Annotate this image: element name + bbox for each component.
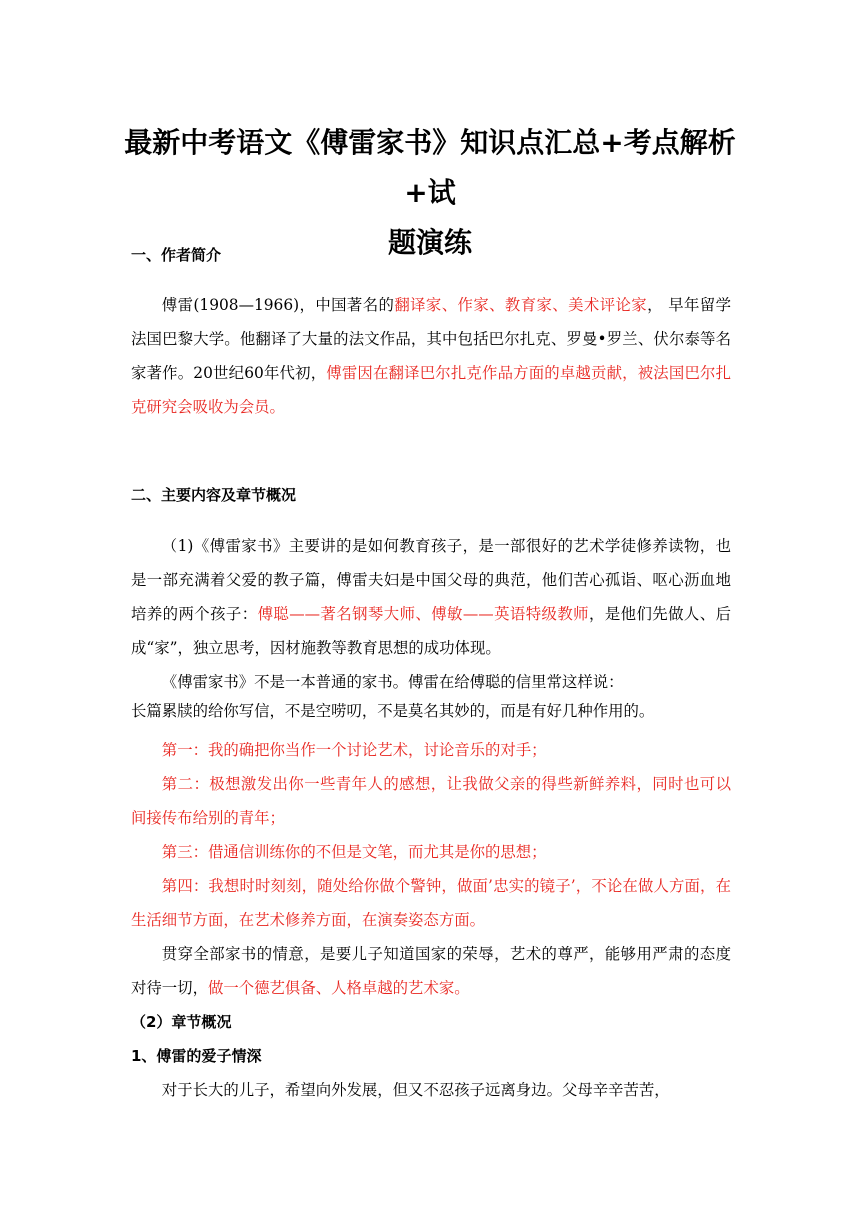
content-text-b: ，是他们先做人、后成“家”，独立思考，因材施教等教育思想的成功体现。 xyxy=(131,605,731,657)
author-intro-paragraph xyxy=(131,288,731,424)
content-text-a: （1)《傅雷家书》主要讲的是如何教育孩子，是一部很好的艺术学徒修养读物，也是一部充满着父爱的教子篇，傅雷夫妇是中国父母的典范，他们苦心孤诣、呕心沥血地培养的两个孩子： xyxy=(131,537,731,623)
title-line-1: 最新中考语文《傅雷家书》知识点汇总+考点解析+试 xyxy=(124,126,736,209)
section-heading-author: 一、作者简介 xyxy=(131,246,222,264)
content-p4-text: 贯穿全部家书的情意，是要儿子知道国家的荣辱，艺术的尊严，能够用严肃的态度对待一切， xyxy=(131,945,731,997)
section-heading-content: 二、主要内容及章节概况 xyxy=(131,486,297,504)
content-paragraph-3: 长篇累牍的给你写信，不是空唠叨，不是莫名其妙的，而是有好几种作用的。 xyxy=(131,702,655,720)
point-2: 第二：极想激发出你一些青年人的感想，让我做父亲的得些新鲜养料，同时也可以间接传布给别的青年； xyxy=(131,775,731,827)
children-highlight: 傅聪——著名钢琴大师、傅敏——英语特级教师 xyxy=(257,605,589,623)
subsection-heading-chapters: （2）章节概况 xyxy=(131,1013,232,1031)
author-intro-text-a: 傅雷(1908—1966)，中国著名的 xyxy=(161,296,395,314)
artist-goal-highlight: 做一个德艺俱备、人格卓越的艺术家。 xyxy=(207,979,470,997)
point-1: 第一：我的确把你当作一个讨论艺术，讨论音乐的对手； xyxy=(161,741,547,759)
author-award-highlight: 傅雷因在翻译巴尔扎克作品方面的卓越贡献，被法国巴尔扎克研究会吸收为会员。 xyxy=(131,364,731,416)
author-intro-text-b: ， 早年留学法国巴黎大学。他翻译了大量的法文作品，其中包括巴尔扎克、罗曼•罗兰、伏尔泰等名家著作。20世纪60年代初， xyxy=(131,296,731,382)
point-3: 第三：借通信训练你的不但是文笔，而尤其是你的思想； xyxy=(161,843,547,861)
author-roles-highlight: 翻译家、作家、教育家、美术评论家 xyxy=(394,296,648,314)
content-paragraph-1 xyxy=(131,529,731,665)
content-paragraph-5: 对于长大的儿子，希望向外发展，但又不忍孩子远离身边。父母辛辛苦苦， xyxy=(161,1081,670,1099)
point-4: 第四：我想时时刻刻，随处给你做个警钟，做面’忠实的镜子’，不论在做人方面，在生活细节方面，在艺术修养方面，在演奏姿态方面。 xyxy=(131,877,731,929)
title-line-2: 题演练 xyxy=(387,226,472,259)
content-paragraph-2: 《傅雷家书》不是一本普通的家书。傅雷在给傅聪的信里常这样说： xyxy=(161,673,624,691)
content-paragraph-4 xyxy=(131,937,731,1005)
subsection-heading-love: 1、傅雷的爱子情深 xyxy=(131,1047,262,1065)
